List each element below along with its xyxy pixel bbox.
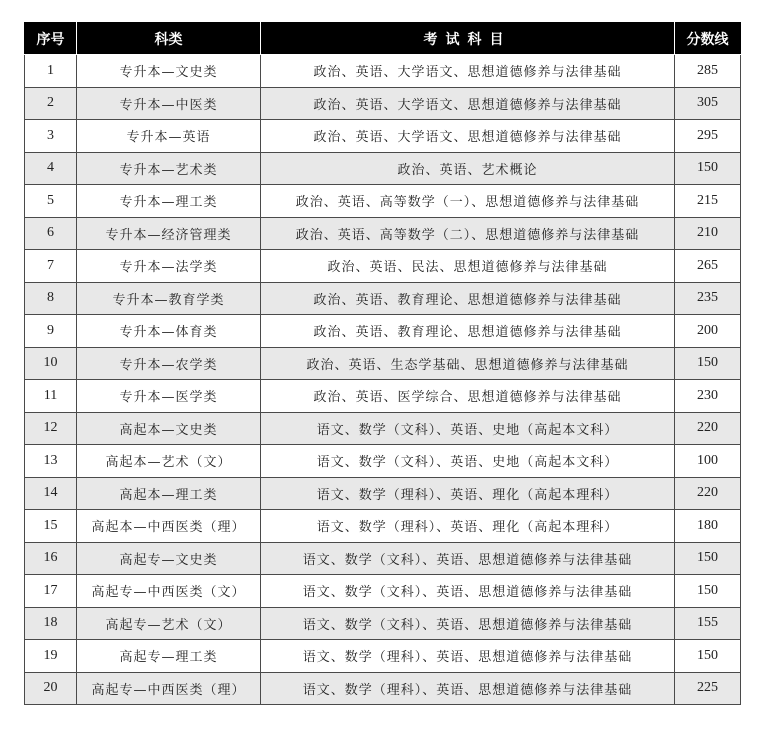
score-line-cell: 225 [675,672,741,705]
subjects-cell: 语文、数学（文科）、英语、思想道德修养与法律基础 [261,575,675,608]
category-cell: 高起专—艺术（文） [77,607,261,640]
score-line-cell: 265 [675,250,741,283]
header-row [25,23,741,55]
category-cell: 专升本—英语 [77,120,261,153]
category-cell: 专升本—教育学类 [77,282,261,315]
table-row [25,607,741,640]
score-line-cell: 210 [675,217,741,250]
row-number-cell: 10 [25,347,77,380]
row-number-cell: 9 [25,315,77,348]
category-cell: 高起专—中西医类（理） [77,672,261,705]
category-cell: 专升本—文史类 [77,55,261,88]
table-row [25,477,741,510]
header-category: 科类 [77,23,261,55]
score-line-cell: 180 [675,510,741,543]
subjects-cell: 语文、数学（理科）、英语、理化（高起本理科） [261,510,675,543]
subjects-cell: 语文、数学（文科）、英语、思想道德修养与法律基础 [261,607,675,640]
subjects-cell: 语文、数学（文科）、英语、思想道德修养与法律基础 [261,542,675,575]
score-line-cell: 150 [675,152,741,185]
table-row [25,250,741,283]
score-line-cell: 295 [675,120,741,153]
row-number-cell: 8 [25,282,77,315]
score-line-cell: 285 [675,55,741,88]
category-cell: 专升本—农学类 [77,347,261,380]
subjects-cell: 政治、英语、高等数学（一）、思想道德修养与法律基础 [261,185,675,218]
category-cell: 高起专—理工类 [77,640,261,673]
row-number-cell: 15 [25,510,77,543]
score-line-cell: 150 [675,347,741,380]
score-line-cell: 305 [675,87,741,120]
table-row [25,55,741,88]
subjects-cell: 政治、英语、大学语文、思想道德修养与法律基础 [261,55,675,88]
score-line-cell: 150 [675,640,741,673]
score-line-cell: 200 [675,315,741,348]
row-number-cell: 1 [25,55,77,88]
category-cell: 专升本—医学类 [77,380,261,413]
category-cell: 高起本—艺术（文） [77,445,261,478]
score-line-cell: 230 [675,380,741,413]
subjects-cell: 语文、数学（文科）、英语、史地（高起本文科） [261,445,675,478]
table-row [25,347,741,380]
row-number-cell: 4 [25,152,77,185]
category-cell: 专升本—经济管理类 [77,217,261,250]
table-row [25,120,741,153]
table-row [25,217,741,250]
score-line-cell: 220 [675,412,741,445]
score-line-cell: 150 [675,542,741,575]
subjects-cell: 语文、数学（理科）、英语、思想道德修养与法律基础 [261,640,675,673]
subjects-cell: 政治、英语、高等数学（二）、思想道德修养与法律基础 [261,217,675,250]
category-cell: 专升本—体育类 [77,315,261,348]
table-row [25,575,741,608]
table-body [25,55,741,705]
table-row [25,672,741,705]
category-cell: 高起专—中西医类（文） [77,575,261,608]
row-number-cell: 17 [25,575,77,608]
category-cell: 高起本—中西医类（理） [77,510,261,543]
category-cell: 专升本—理工类 [77,185,261,218]
row-number-cell: 12 [25,412,77,445]
table-row [25,185,741,218]
subjects-cell: 政治、英语、大学语文、思想道德修养与法律基础 [261,120,675,153]
table-row [25,412,741,445]
subjects-cell: 政治、英语、大学语文、思想道德修养与法律基础 [261,87,675,120]
table-row [25,315,741,348]
table-row [25,87,741,120]
subjects-cell: 语文、数学（理科）、英语、理化（高起本理科） [261,477,675,510]
subjects-cell: 语文、数学（理科）、英语、思想道德修养与法律基础 [261,672,675,705]
category-cell: 专升本—艺术类 [77,152,261,185]
table-row [25,445,741,478]
score-line-cell: 235 [675,282,741,315]
category-cell: 专升本—中医类 [77,87,261,120]
table-row [25,640,741,673]
category-cell: 高起专—文史类 [77,542,261,575]
table-header [25,23,741,55]
category-cell: 专升本—法学类 [77,250,261,283]
row-number-cell: 19 [25,640,77,673]
table-row [25,380,741,413]
subjects-cell: 政治、英语、医学综合、思想道德修养与法律基础 [261,380,675,413]
subjects-cell: 语文、数学（文科）、英语、史地（高起本文科） [261,412,675,445]
table-row [25,542,741,575]
score-line-cell: 155 [675,607,741,640]
row-number-cell: 5 [25,185,77,218]
score-line-cell: 220 [675,477,741,510]
row-number-cell: 11 [25,380,77,413]
score-line-cell: 215 [675,185,741,218]
row-number-cell: 14 [25,477,77,510]
header-subjects: 考试科目 [261,23,675,55]
subjects-cell: 政治、英语、生态学基础、思想道德修养与法律基础 [261,347,675,380]
row-number-cell: 18 [25,607,77,640]
score-line-cell: 100 [675,445,741,478]
subjects-cell: 政治、英语、艺术概论 [261,152,675,185]
table-row [25,282,741,315]
category-cell: 高起本—文史类 [77,412,261,445]
subjects-cell: 政治、英语、民法、思想道德修养与法律基础 [261,250,675,283]
subjects-cell: 政治、英语、教育理论、思想道德修养与法律基础 [261,315,675,348]
header-score-line: 分数线 [675,23,741,55]
score-line-table [24,22,741,705]
score-line-cell: 150 [675,575,741,608]
table-row [25,510,741,543]
row-number-cell: 13 [25,445,77,478]
subjects-cell: 政治、英语、教育理论、思想道德修养与法律基础 [261,282,675,315]
row-number-cell: 6 [25,217,77,250]
category-cell: 高起本—理工类 [77,477,261,510]
row-number-cell: 20 [25,672,77,705]
row-number-cell: 7 [25,250,77,283]
row-number-cell: 2 [25,87,77,120]
row-number-cell: 16 [25,542,77,575]
table-row [25,152,741,185]
row-number-cell: 3 [25,120,77,153]
header-no: 序号 [25,23,77,55]
